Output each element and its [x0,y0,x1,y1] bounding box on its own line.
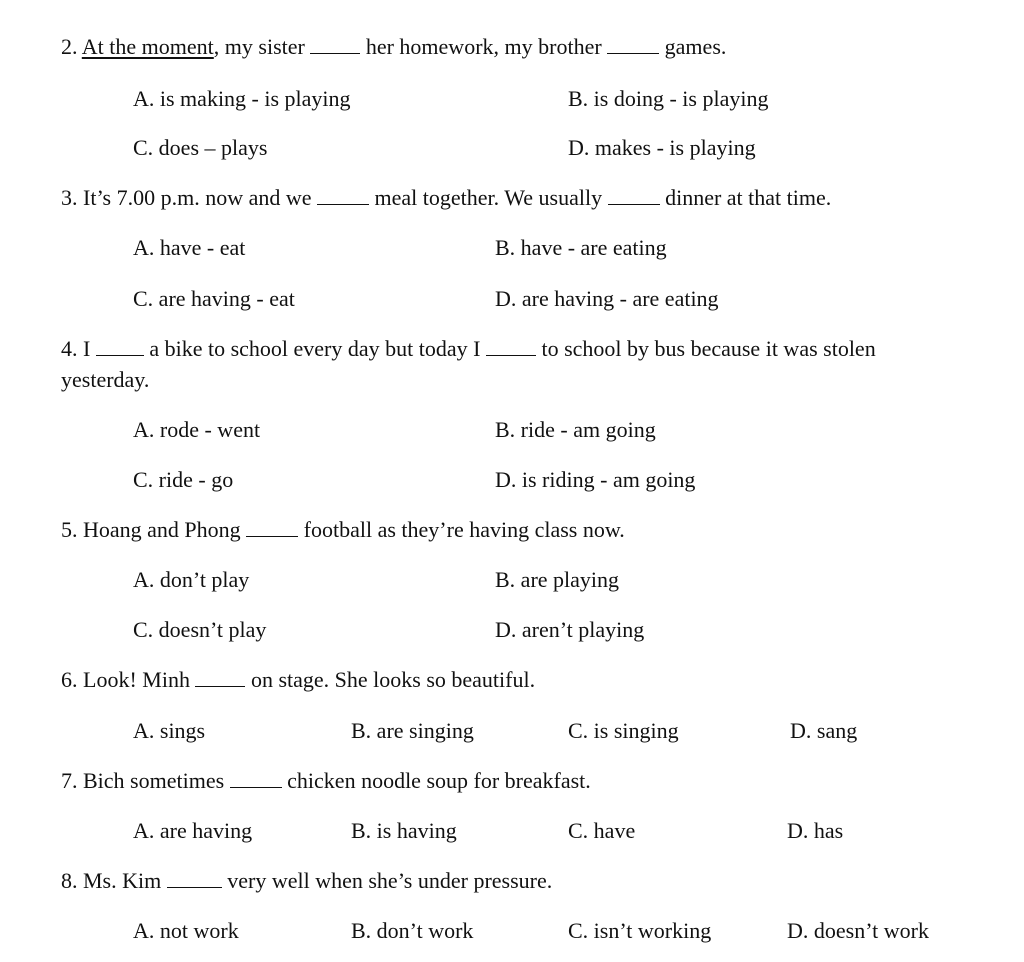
question-text: chicken noodle soup for breakfast. [281,768,591,793]
question-text: I [83,336,96,361]
option-d: D. are having - are eating [495,286,719,311]
option-a: A. are having [133,818,253,843]
question-text: meal together. We usually [369,185,608,210]
option-b: B. are playing [495,567,620,592]
option-c: C. have [568,818,636,843]
question-text: a bike to school every day but today I [143,336,486,361]
answer-blank [167,869,222,888]
option-a: A. is making - is playing [133,86,351,111]
answer-blank [486,337,536,356]
answer-blank [195,668,245,687]
question-2 [61,34,726,60]
question-text: to school by bus because it was stolen [535,336,876,361]
question-6 [61,667,535,693]
option-c: C. is singing [568,718,679,743]
question-text: Hoang and Phong [83,517,247,542]
question-text: very well when she’s under pressure. [221,868,553,893]
option-d: D. has [787,818,844,843]
question-8 [61,868,552,894]
question-text: games. [659,34,727,59]
question-text: on stage. She looks so beautiful. [245,667,536,692]
option-a: A. don’t play [133,567,250,592]
option-d: D. is riding - am going [495,467,696,492]
question-text: , my sister [213,34,311,59]
question-number: 6. [61,667,78,692]
question-number: 8. [61,868,78,893]
option-c: C. doesn’t play [133,617,267,642]
question-number: 7. [61,768,78,793]
option-b: B. have - are eating [495,235,667,260]
answer-blank [246,518,298,537]
option-b: B. ride - am going [495,417,656,442]
option-a: A. have - eat [133,235,246,260]
question-5 [61,517,625,543]
option-d: D. sang [790,718,858,743]
question-text: her homework, my brother [360,34,608,59]
question-number: 4. [61,336,78,361]
option-b: B. don’t work [351,918,474,943]
option-a: A. sings [133,718,206,743]
option-a: A. rode - went [133,417,261,442]
option-c: C. does – plays [133,135,268,160]
question-text: dinner at that time. [659,185,832,210]
option-b: B. is having [351,818,457,843]
answer-blank [317,186,369,205]
answer-blank [608,186,660,205]
question-text: Look! Minh [83,667,196,692]
question-text: Ms. Kim [83,868,167,893]
option-c: C. are having - eat [133,286,295,311]
answer-blank [607,35,659,54]
question-text-continued: yesterday. [61,367,150,392]
option-b: B. are singing [351,718,474,743]
option-a: A. not work [133,918,239,943]
question-4 [61,336,876,362]
question-text: At the moment [81,34,214,59]
question-text: Bich sometimes [83,768,230,793]
option-d: D. doesn’t work [787,918,929,943]
question-number: 3. [61,185,78,210]
option-d: D. makes - is playing [568,135,756,160]
question-7 [61,768,591,794]
answer-blank [96,337,144,356]
answer-blank [230,769,282,788]
question-text: football as they’re having class now. [298,517,625,542]
option-c: C. ride - go [133,467,234,492]
option-c: C. isn’t working [568,918,712,943]
option-d: D. aren’t playing [495,617,645,642]
option-b: B. is doing - is playing [568,86,769,111]
question-text: It’s 7.00 p.m. now and we [83,185,318,210]
question-number: 2. [61,34,78,59]
question-3 [61,185,831,211]
answer-blank [310,35,360,54]
question-number: 5. [61,517,78,542]
